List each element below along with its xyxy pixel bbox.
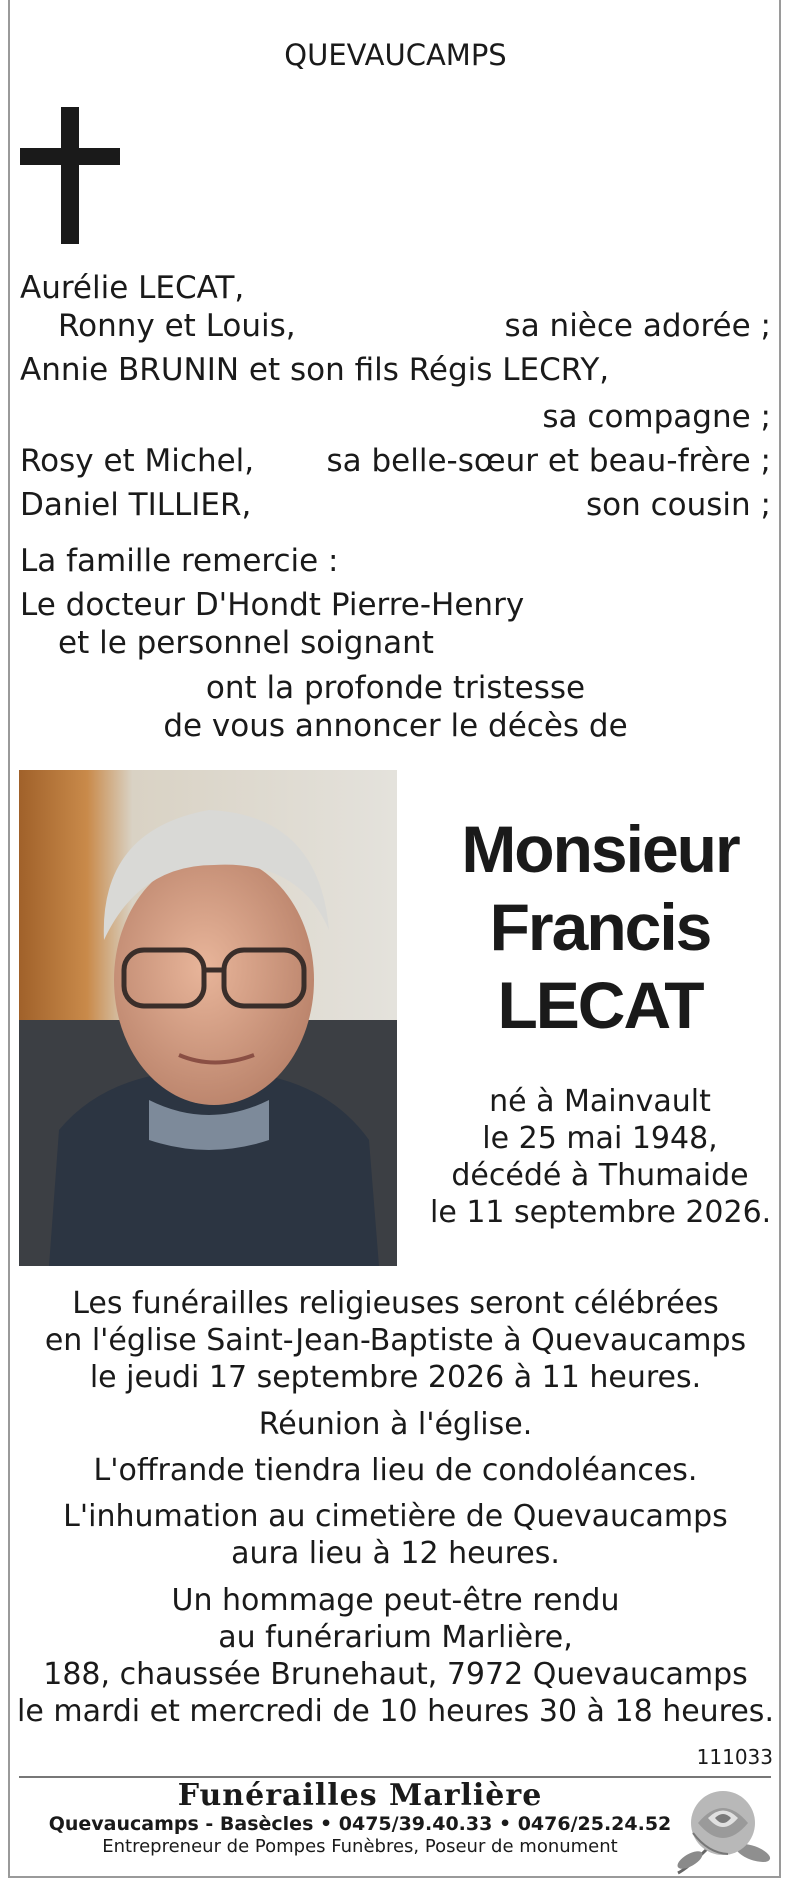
thanks-line-2: et le personnel soignant (58, 625, 434, 661)
info-line-4: Réunion à l'église. (258, 1407, 533, 1442)
bio-line-2: le 25 mai 1948, (482, 1121, 718, 1156)
family-relation-2: sa nièce adorée ; (504, 308, 771, 344)
reference-number: 111033 (696, 1745, 773, 1769)
family-name-6: Daniel TILLIER, (20, 487, 252, 523)
info-line-11: le mardi et mercredi de 10 heures 30 à 18 heures. (17, 1694, 774, 1729)
info-line-2: en l'église Saint-Jean-Baptiste à Quevaucamps (44, 1323, 747, 1358)
family-name-5: Rosy et Michel, (20, 443, 255, 479)
deceased-last-name: LECAT (497, 968, 703, 1042)
bio-line-3: décédé à Thumaide (451, 1158, 749, 1193)
bio-line-4: le 11 septembre 2026. (430, 1195, 772, 1230)
family-name-3: Annie BRUNIN et son fils Régis LECRY, (20, 352, 610, 388)
town-heading: QUEVAUCAMPS (284, 38, 507, 72)
rose-icon (668, 1778, 778, 1876)
family-relation-4: sa compagne ; (542, 399, 771, 435)
family-relation-5: sa belle-sœur et beau-frère ; (326, 443, 771, 479)
info-line-1: Les funérailles religieuses seront célébrées (72, 1286, 719, 1321)
thanks-intro: La famille remercie : (20, 543, 339, 579)
family-name-2: Ronny et Louis, (58, 308, 296, 344)
funeral-home-contact: Quevaucamps - Basècles • 0475/39.40.33 • 0476/25.24.52 (48, 1813, 672, 1835)
info-line-8: Un hommage peut-être rendu (171, 1583, 620, 1618)
portrait-photo (19, 770, 397, 1266)
info-line-6: L'inhumation au cimetière de Quevaucamps (63, 1499, 728, 1534)
family-relation-6: son cousin ; (586, 487, 771, 523)
announce-line-1: ont la profonde tristesse (205, 670, 586, 706)
announce-line-2: de vous annoncer le décès de (163, 708, 628, 744)
info-line-9: au funérarium Marlière, (218, 1620, 573, 1655)
deceased-title: Monsieur (461, 812, 739, 886)
bio-line-1: né à Mainvault (489, 1084, 711, 1119)
info-line-10: 188, chaussée Brunehaut, 7972 Quevaucamps (43, 1657, 748, 1692)
info-line-5: L'offrande tiendra lieu de condoléances. (93, 1453, 698, 1488)
family-name-1: Aurélie LECAT, (20, 270, 245, 306)
thanks-line-1: Le docteur D'Hondt Pierre-Henry (20, 587, 525, 623)
info-line-3: le jeudi 17 septembre 2026 à 11 heures. (89, 1360, 702, 1395)
info-line-7: aura lieu à 12 heures. (231, 1536, 560, 1571)
funeral-home-tagline: Entrepreneur de Pompes Funèbres, Poseur de monument (102, 1836, 618, 1857)
deceased-first-name: Francis (489, 890, 711, 964)
funeral-home-name: Funérailles Marlière (177, 1778, 543, 1813)
